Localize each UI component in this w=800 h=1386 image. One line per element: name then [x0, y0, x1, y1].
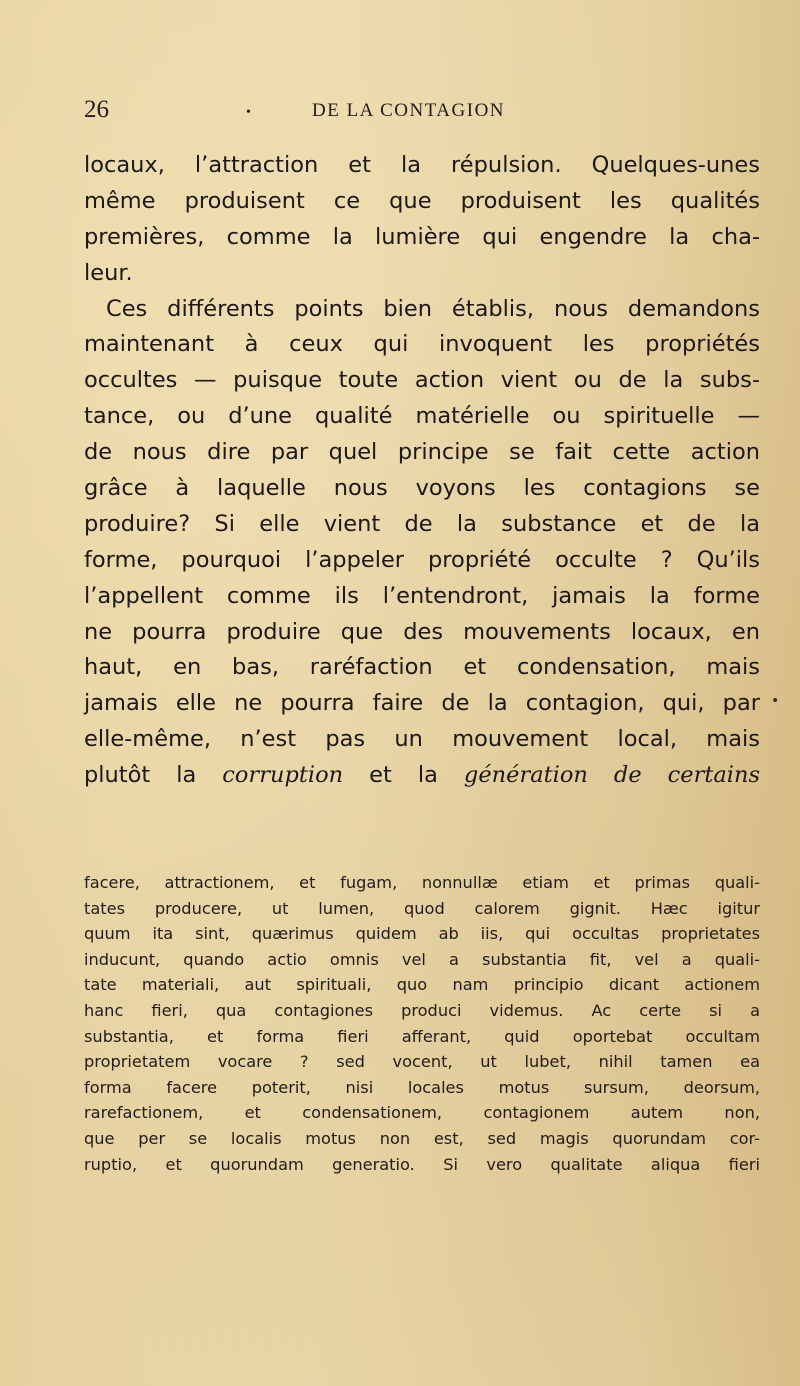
italic-corruption: corruption — [222, 762, 344, 789]
french-line: forme, pourquoi l’appeler propriété occulte ? Qu’ils — [84, 546, 760, 573]
french-line: de nous dire par quel principe se fait cette action — [84, 439, 760, 466]
french-line: tance, ou d’une qualité matérielle ou spirituelle — — [84, 403, 760, 430]
latin-line: proprietatem vocare ? sed vocent, ut lubet, nihil tamen ea — [84, 1052, 760, 1072]
latin-line: que per se localis motus non est, sed magis quorundam cor- — [84, 1128, 760, 1148]
latin-line: facere, attractionem, et fugam, nonnullæ etiam et primas quali- — [84, 873, 760, 892]
margin-mark: • — [771, 693, 780, 709]
latin-line: quum ita sint, quærimus quidem ab iis, qui occultas proprietates — [84, 924, 760, 944]
french-line: occultes — puisque toute action vient ou de la subs- — [84, 367, 760, 394]
french-line: leur. — [84, 259, 133, 286]
running-head — [84, 96, 744, 136]
latin-line: substantia, et forma fieri afferant, quid oportebat occultam — [84, 1026, 760, 1046]
italic-generation: génération de certains — [463, 762, 761, 789]
french-line: produire? Si elle vient de la substance et de la — [84, 510, 760, 537]
latin-line: inducunt, quando actio omnis vel a substantia fit, vel a quali- — [84, 949, 760, 969]
running-title: DE LA CONTAGION — [312, 100, 506, 121]
french-line: Ces différents points bien établis, nous demandons — [106, 295, 760, 322]
french-line: ne pourra produire que des mouvements locaux, en — [84, 618, 760, 645]
latin-line: hanc fieri, qua contagiones produci videmus. Ac certe si a — [84, 1000, 760, 1020]
french-line: même produisent ce que produisent les qualités — [84, 187, 760, 214]
french-line: maintenant à ceux qui invoquent les propriétés — [84, 331, 760, 358]
header-mark: • — [246, 105, 251, 120]
line-mid: et la — [369, 762, 438, 789]
page-number: 26 — [84, 96, 109, 123]
line-start: plutôt la — [84, 762, 197, 789]
latin-line: tate materiali, aut spirituali, quo nam principio dicant actionem — [84, 975, 760, 995]
french-line: haut, en bas, raréfaction et condensation, mais — [84, 654, 760, 681]
french-line: l’appellent comme ils l’entendront, jamais la forme — [84, 582, 760, 609]
french-line: premières, comme la lumière qui engendre la cha- — [84, 223, 760, 250]
latin-line: forma facere poterit, nisi locales motus sursum, deorsum, — [84, 1077, 760, 1097]
french-line: jamais elle ne pourra faire de la contagion, qui, par — [84, 690, 760, 717]
french-line: elle-même, n’est pas un mouvement local, mais — [84, 726, 760, 753]
french-line: grâce à laquelle nous voyons les contagions se — [84, 475, 760, 502]
latin-line: rarefactionem, et condensationem, contagionem autem non, — [84, 1103, 760, 1123]
latin-line: tates producere, ut lumen, quod calorem gignit. Hæc igitur — [84, 898, 760, 918]
french-line: locaux, l’attraction et la répulsion. Quelques-unes — [84, 152, 760, 178]
french-line-final — [84, 758, 760, 794]
latin-line: ruptio, et quorundam generatio. Si vero qualitate aliqua fieri — [84, 1154, 760, 1174]
latin-text — [84, 870, 760, 1177]
french-text — [84, 148, 760, 794]
